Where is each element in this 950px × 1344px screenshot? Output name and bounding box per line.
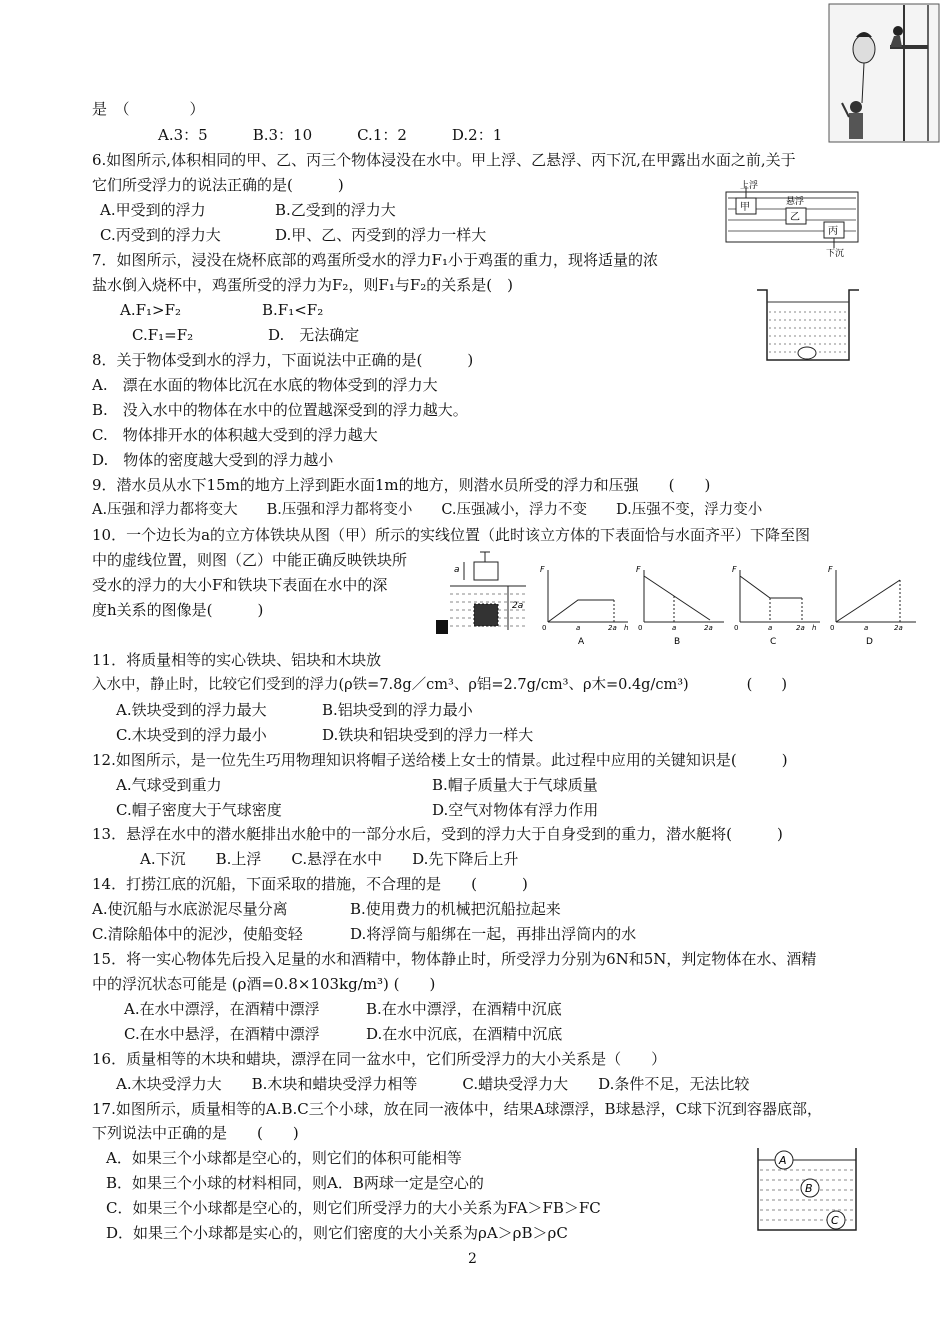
q10-graph-a-origin: 0 — [542, 624, 547, 632]
q11-stem: 11．将质量相等的实心铁块、铝块和木块放 — [92, 651, 382, 669]
q16-options: A.木块受浮力大 B.木块和蜡块受浮力相等 C.蜡块受浮力大 D.条件不足，无法比较 — [116, 1075, 750, 1093]
q12-option-d: D.空气对物体有浮力作用 — [432, 801, 599, 819]
q15-stem-2: 中的浮沉状态可能是 (ρ酒=0.8×103kg/m³) ( ) — [92, 975, 436, 993]
q17-ball-a-label: A — [779, 1154, 787, 1167]
q7-option-d: D. 无法确定 — [268, 326, 360, 344]
q5-tail: 是 （ ） — [92, 100, 205, 118]
q8-option-a: A. 漂在水面的物体比沉在水底的物体受到的浮力大 — [92, 376, 438, 394]
q17-stem: 17.如图所示，质量相等的A.B.C三个小球，放在同一液体中，结果A球漂浮，B球悬浮，C球下沉到容器底部， — [92, 1100, 823, 1118]
q14-option-a: A.使沉船与水底淤泥尽量分离 — [92, 900, 288, 918]
q7-option-a: A.F₁>F₂ — [120, 301, 182, 319]
q6-option-b: B.乙受到的浮力大 — [275, 201, 396, 219]
q12-stem: 12.如图所示，是一位先生巧用物理知识将帽子送给楼上女士的情景。此过程中应用的关键知识是( ) — [92, 751, 788, 769]
q8-option-b: B. 没入水中的物体在水中的位置越深受到的浮力越大。 — [92, 401, 468, 419]
q16-stem: 16．质量相等的木块和蜡块，漂浮在同一盆水中，它们所受浮力的大小关系是（ ） — [92, 1050, 667, 1068]
q10-graph-c-a: a — [768, 624, 773, 632]
q6-stem: 6.如图所示,体积相同的甲、乙、丙三个物体浸没在水中。甲上浮、乙悬浮、丙下沉,在甲露出水面之前,关于 — [92, 151, 796, 169]
q11-option-b: B.铝块受到的浮力最小 — [322, 701, 473, 719]
q15-option-b: B.在水中漂浮，在酒精中沉底 — [366, 1000, 562, 1018]
q17-ball-b-label: B — [805, 1182, 813, 1195]
q11-stem-2: 入水中，静止时，比较它们受到的浮力(ρ铁=7.8g／cm³、ρ铝=2.7g/cm³、ρ木=0.4g/cm³) ( ) — [92, 677, 787, 693]
q10-stem-3: 受水的浮力的大小F和铁块下表面在水中的深 — [92, 576, 388, 594]
q12-option-a: A.气球受到重力 — [116, 776, 222, 794]
q10-graph-c — [732, 562, 824, 646]
balloon-hat-illustration — [828, 3, 940, 143]
q10-graph-c-label: C — [770, 637, 777, 646]
q7-beaker-egg-diagram — [755, 282, 861, 366]
q10-graph-a-a: a — [576, 624, 581, 632]
q6-label-jia: 甲 — [740, 202, 750, 213]
q7-stem-2: 盐水倒入烧杯中，鸡蛋所受的浮力为F₂，则F₁与F₂的关系是( ) — [92, 276, 513, 294]
q10-graph-d-label: D — [866, 637, 873, 646]
q10-graph-d-2a: 2a — [894, 624, 903, 632]
q7-option-c: C.F₁=F₂ — [132, 326, 194, 344]
q17-option-b: B．如果三个小球的材料相同，则A．B两球一定是空心的 — [106, 1174, 484, 1192]
q6-label-up: 上浮 — [740, 181, 759, 191]
q6-option-c: C.丙受到的浮力大 — [100, 226, 221, 244]
q10-graph-a-label: A — [578, 637, 585, 646]
q10-graph-b-f: F — [636, 565, 641, 574]
q10-graph-b-label: B — [674, 637, 681, 646]
q5-options: A.3：5 B.3：10 C.1：2 D.2：1 — [158, 126, 503, 144]
q10-graph-d-f: F — [828, 565, 833, 574]
q6-option-a: A.甲受到的浮力 — [100, 201, 206, 219]
q10-graph-d-origin: 0 — [830, 624, 835, 632]
q6-stem-2: 它们所受浮力的说法正确的是( ) — [92, 176, 344, 194]
q14-stem: 14．打捞江底的沉船，下面采取的措施，不合理的是 ( ) — [92, 875, 528, 893]
q10-graph-b-2a: 2a — [704, 624, 713, 632]
q17-balls-diagram — [754, 1142, 860, 1234]
q10-graph-d-a: a — [864, 624, 869, 632]
page-number: 2 — [468, 1251, 477, 1267]
q14-option-d: D.将浮筒与船绑在一起，再排出浮筒内的水 — [350, 925, 637, 943]
q17-ball-c-label: C — [831, 1214, 839, 1227]
q6-label-down: 下沉 — [826, 249, 845, 258]
q11-option-a: A.铁块受到的浮力最大 — [116, 701, 267, 719]
q12-option-b: B.帽子质量大于气球质量 — [432, 776, 598, 794]
q7-stem: 7．如图所示，浸没在烧杯底部的鸡蛋所受水的浮力F₁小于鸡蛋的重力，现将适量的浓 — [92, 251, 658, 269]
q13-options: A.下沉 B.上浮 C.悬浮在水中 D.先下降后上升 — [140, 850, 519, 868]
q6-label-yi: 乙 — [790, 212, 800, 223]
q10-graph-a-f: F — [540, 565, 545, 574]
q10-graph-c-2a: 2a — [796, 624, 805, 632]
q15-stem: 15．将一实心物体先后投入足量的水和酒精中，物体静止时，所受浮力分别为6N和5N，判定物体在水、酒精 — [92, 950, 817, 968]
q6-label-bing: 丙 — [828, 226, 838, 237]
q10-graph-b-origin: 0 — [638, 624, 643, 632]
q17-stem-2: 下列说法中正确的是 ( ) — [92, 1124, 299, 1142]
q15-option-a: A.在水中漂浮，在酒精中漂浮 — [124, 1000, 320, 1018]
q10-graph-c-h: h — [812, 624, 817, 632]
q13-stem: 13．悬浮在水中的潜水艇排出水舱中的一部分水后，受到的浮力大于自身受到的重力，潜水艇将( ) — [92, 825, 783, 843]
q9-options: A.压强和浮力都将变大 B.压强和浮力都将变小 C.压强减小，浮力不变 D.压强不变，浮力变小 — [92, 502, 763, 518]
q7-option-b: B.F₁<F₂ — [262, 301, 324, 319]
q17-option-d: D．如果三个小球都是实心的，则它们密度的大小关系为ρA＞ρB＞ρC — [106, 1224, 568, 1242]
q14-option-b: B.使用费力的机械把沉船拉起来 — [350, 900, 561, 918]
q10-cube-diagram — [434, 550, 534, 640]
q12-option-c: C.帽子密度大于气球密度 — [116, 801, 282, 819]
q10-graph-c-f: F — [732, 565, 737, 574]
q15-option-c: C.在水中悬浮，在酒精中漂浮 — [124, 1025, 320, 1043]
q6-float-diagram — [722, 178, 862, 258]
q11-option-c: C.木块受到的浮力最小 — [116, 726, 267, 744]
q10-stem-2: 中的虚线位置，则图（乙）中能正确反映铁块所 — [92, 551, 408, 569]
q17-option-a: A．如果三个小球都是空心的，则它们的体积可能相等 — [106, 1149, 462, 1167]
q10-graph-d — [828, 562, 920, 646]
q10-graph-c-origin: 0 — [734, 624, 739, 632]
q10-graph-a — [540, 562, 632, 646]
q6-option-d: D.甲、乙、丙受到的浮力一样大 — [275, 226, 487, 244]
q8-option-d: D. 物体的密度越大受到的浮力越小 — [92, 451, 334, 469]
q8-option-c: C. 物体排开水的体积越大受到的浮力越大 — [92, 426, 378, 444]
q10-stem-4: 度h关系的图像是( ) — [92, 601, 264, 619]
q10-graph-b-a: a — [672, 624, 677, 632]
q10-graph-b — [636, 562, 728, 646]
q6-label-suspend: 悬浮 — [786, 197, 805, 207]
q11-option-d: D.铁块和铝块受到的浮力一样大 — [322, 726, 534, 744]
q15-option-d: D.在水中沉底，在酒精中沉底 — [366, 1025, 563, 1043]
q17-option-c: C．如果三个小球都是空心的，则它们所受浮力的大小关系为FA＞FB＞FC — [106, 1199, 601, 1217]
q10-stem: 10．一个边长为a的立方体铁块从图（甲）所示的实线位置（此时该立方体的下表面恰与水面齐平）下降至图 — [92, 526, 811, 544]
q14-option-c: C.清除船体中的泥沙，使船变轻 — [92, 925, 303, 943]
q10-graph-a-h: h — [624, 624, 629, 632]
q10-label-2a: 2a — [512, 601, 524, 611]
q10-label-a: a — [454, 565, 460, 575]
q10-graph-a-2a: 2a — [608, 624, 617, 632]
q8-stem: 8．关于物体受到水的浮力，下面说法中正确的是( ) — [92, 351, 474, 369]
q9-stem: 9．潜水员从水下15m的地方上浮到距水面1m的地方，则潜水员所受的浮力和压强 ( ) — [92, 476, 711, 494]
